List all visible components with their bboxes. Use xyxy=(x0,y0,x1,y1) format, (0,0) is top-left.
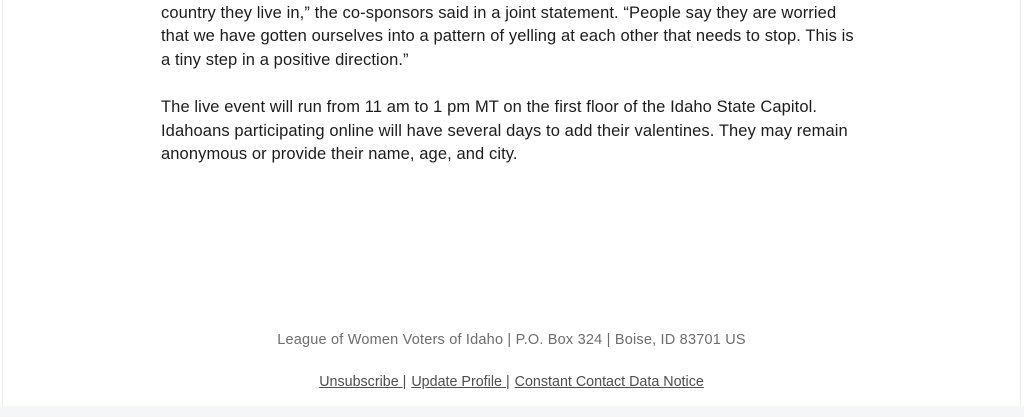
organization-address-line: League of Women Voters of Idaho | P.O. Box 324 | Boise, ID 83701 US xyxy=(277,332,746,348)
update-profile-link[interactable]: Update Profile xyxy=(411,374,502,390)
email-content xyxy=(161,2,863,190)
constant-contact-data-notice-link[interactable]: Constant Contact Data Notice xyxy=(514,374,704,390)
footer-links xyxy=(3,374,1020,390)
email-body-card xyxy=(2,0,1021,406)
paragraph-event-details: The live event will run from 11 am to 1 pm MT on the first floor of the Idaho State Capitol. Idahoans participating online will have several days to add their valentines. They may remain anonymous or provide their name, age, and city. xyxy=(161,98,848,164)
update-profile-link-group xyxy=(411,374,509,390)
paragraph-joint-statement: country they live in,” the co-sponsors said in a joint statement. “People say they are worried that we have gotten ourselves into a pattern of yelling at each other that needs to stop. This is a tiny step in a positive direction.” xyxy=(161,4,854,69)
page-bottom-strip xyxy=(0,406,1024,417)
link-separator: | xyxy=(501,374,510,390)
unsubscribe-link[interactable]: Unsubscribe xyxy=(319,374,399,390)
unsubscribe-link-group xyxy=(319,374,406,390)
link-separator: | xyxy=(398,374,407,390)
